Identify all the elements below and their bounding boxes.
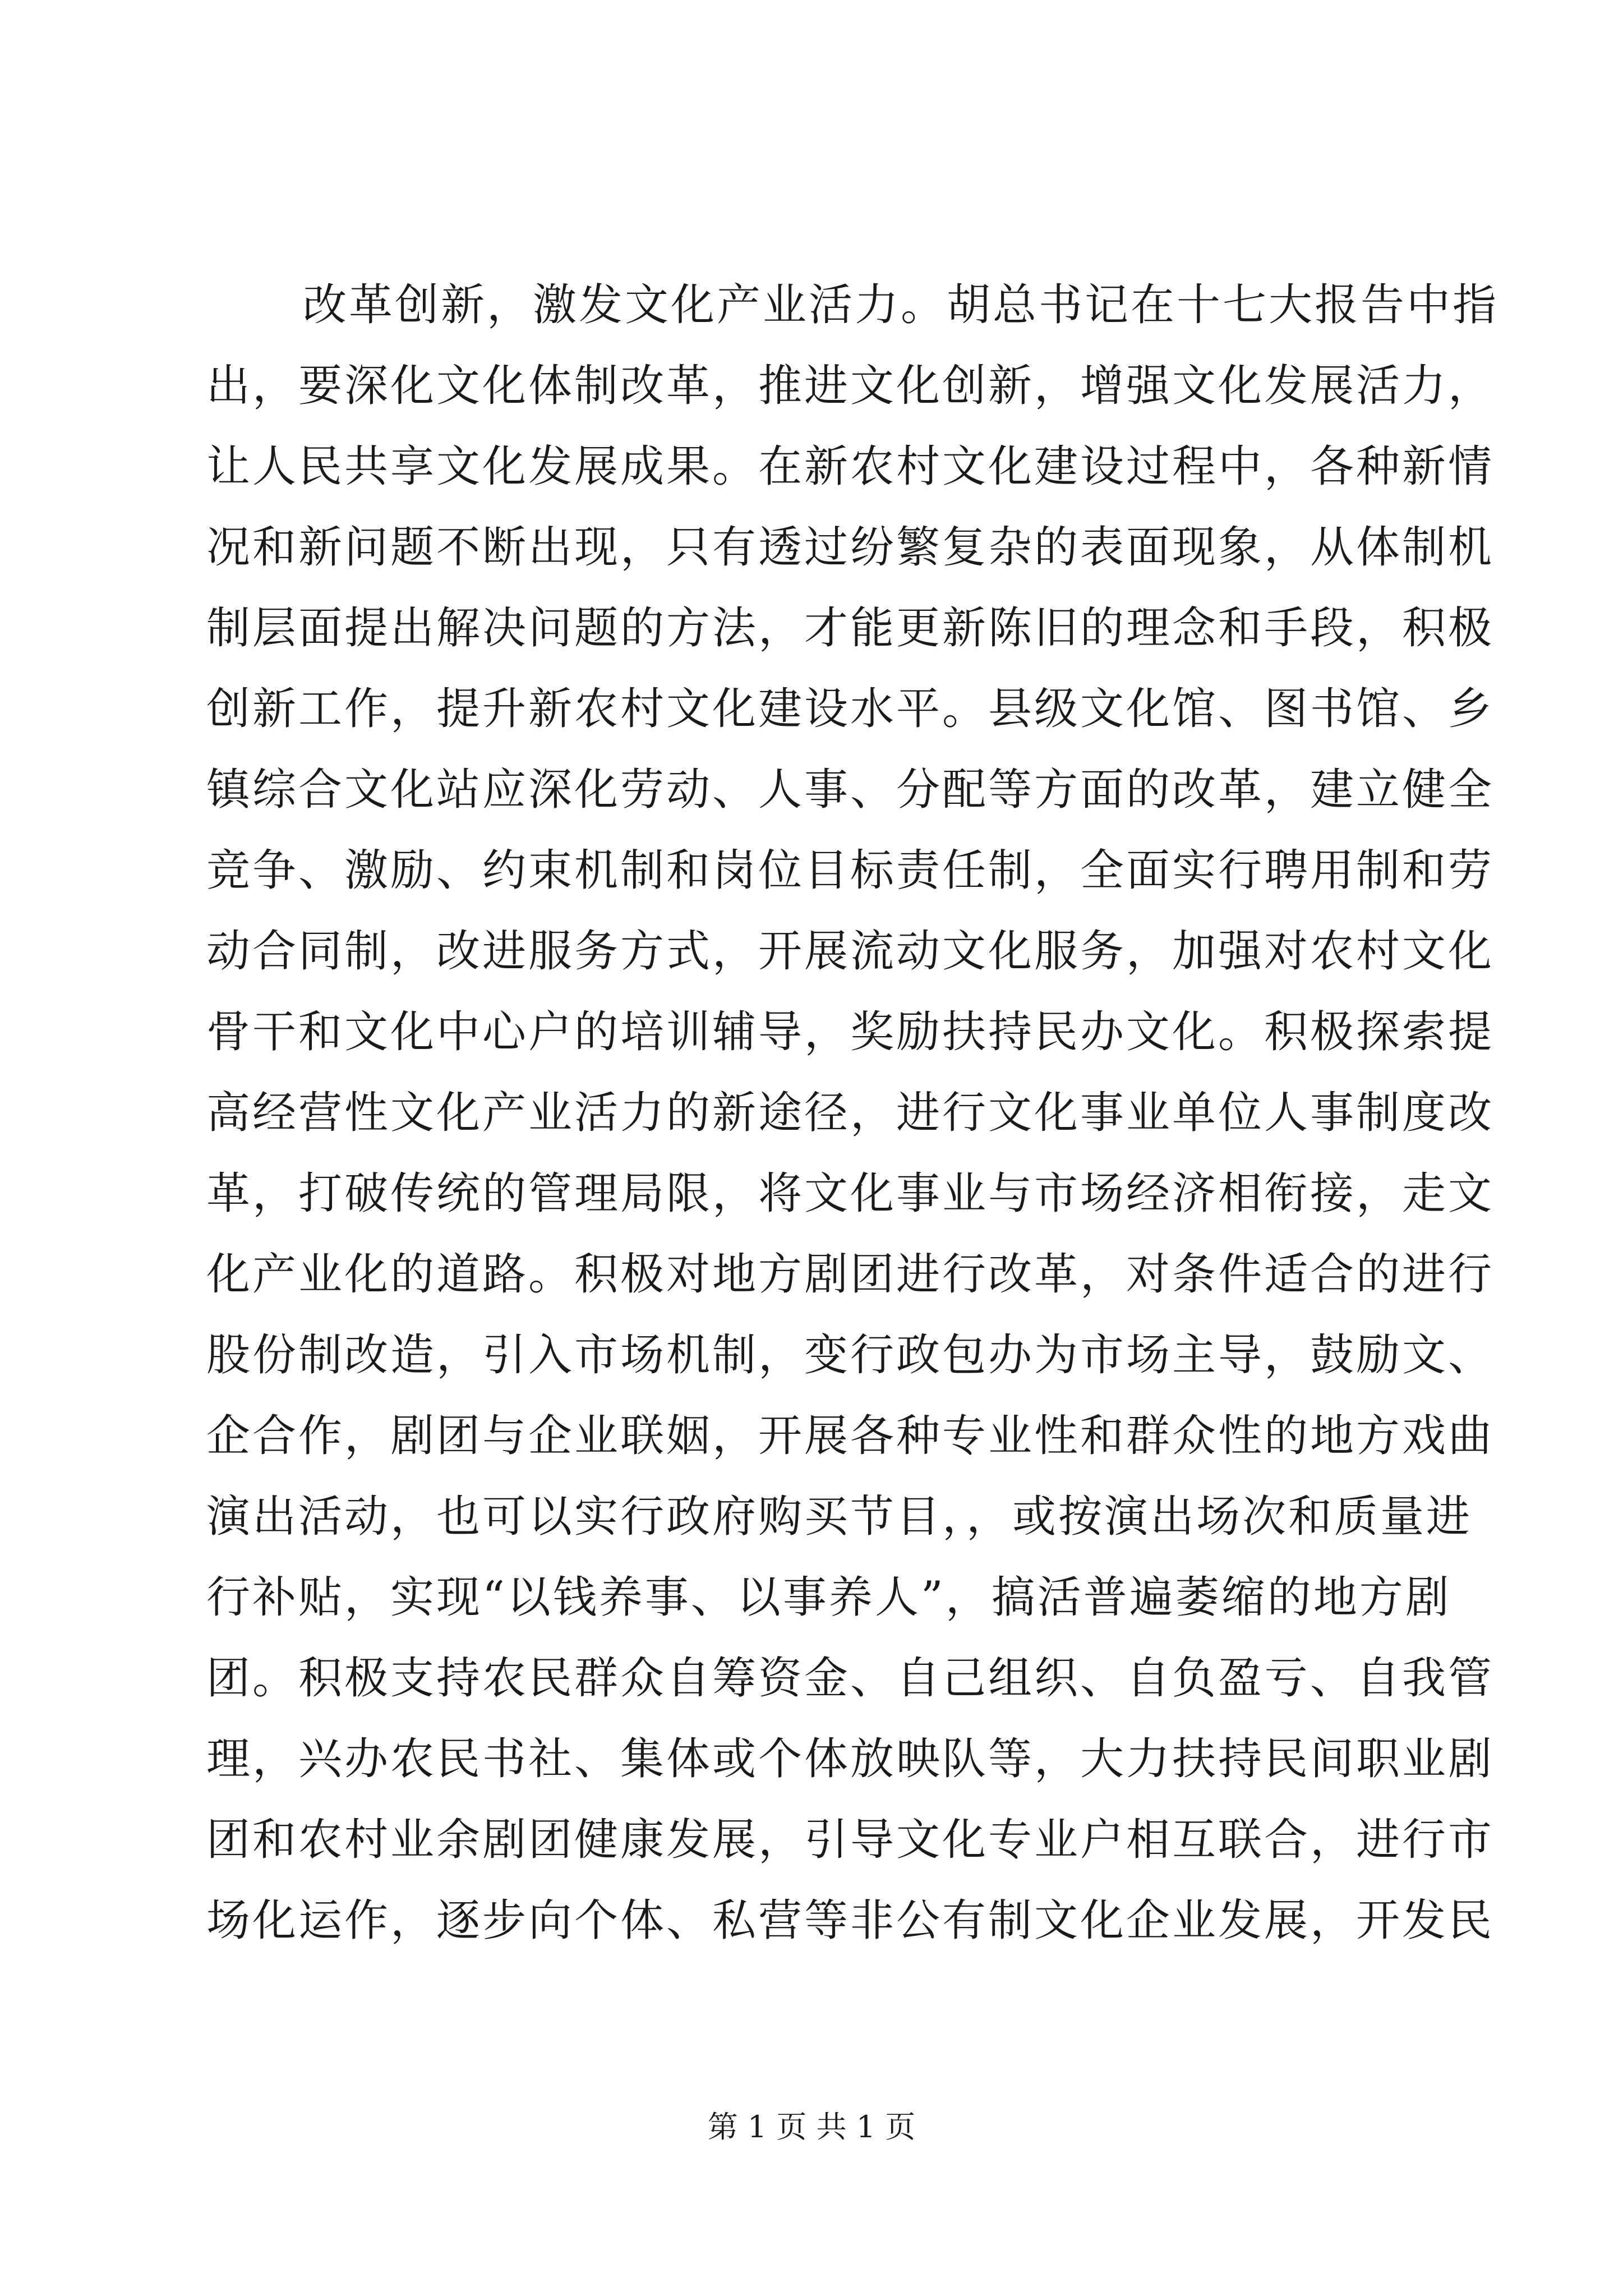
paragraph-line: 革，打破传统的管理局限，将文化事业与市场经济相衔接，走文 [206, 1168, 1495, 1219]
paragraph-line: 动合同制，改进服务方式，开展流动文化服务，加强对农村文化 [206, 926, 1495, 977]
paragraph-line: 演出活动，也可以实行政府购买节目，，或按演出场次和质量进 [206, 1492, 1473, 1542]
paragraph-line: 改革创新，激发文化产业活力。胡总书记在十七大报告中指 [303, 280, 1499, 330]
paragraph-line: 股份制改造，引入市场机制，变行政包办为市场主导，鼓励文、 [206, 1330, 1495, 1381]
paragraph-line: 理，兴办农民书社、集体或个体放映队等，大力扶持民间职业剧 [206, 1734, 1495, 1784]
paragraph-line: 行补贴，实现“以钱养事、以事养人”，搞活普遍萎缩的地方剧 [206, 1572, 1451, 1623]
paragraph-line: 团。积极支持农民群众自筹资金、自己组织、自负盈亏、自我管 [206, 1653, 1495, 1704]
paragraph-line: 出，要深化文化体制改革，推进文化创新，增强文化发展活力， [206, 361, 1495, 411]
body-paragraph [206, 265, 1499, 1961]
paragraph-line: 让人民共享文化发展成果。在新农村文化建设过程中，各种新情 [206, 441, 1495, 492]
paragraph-line: 况和新问题不断出现，只有透过纷繁复杂的表面现象，从体制机 [206, 522, 1495, 573]
paragraph-line: 竞争、激励、约束机制和岗位目标责任制，全面实行聘用制和劳 [206, 845, 1495, 896]
page-number-footer: 第 1 页 共 1 页 [707, 2109, 916, 2145]
paragraph-line: 场化运作，逐步向个体、私营等非公有制文化企业发展，开发民 [206, 1895, 1495, 1946]
paragraph-line: 制层面提出解决问题的方法，才能更新陈旧的理念和手段，积极 [206, 603, 1495, 654]
paragraph-line: 骨干和文化中心户的培训辅导，奖励扶持民办文化。积极探索提 [206, 1007, 1495, 1057]
paragraph-line: 化产业化的道路。积极对地方剧团进行改革，对条件适合的进行 [206, 1249, 1495, 1300]
paragraph-line: 团和农村业余剧团健康发展，引导文化专业户相互联合，进行市 [206, 1815, 1495, 1865]
paragraph-line: 镇综合文化站应深化劳动、人事、分配等方面的改革，建立健全 [206, 765, 1495, 815]
paragraph-line: 创新工作，提升新农村文化建设水平。县级文化馆、图书馆、乡 [206, 684, 1495, 734]
paragraph-line: 高经营性文化产业活力的新途径，进行文化事业单位人事制度改 [206, 1088, 1495, 1138]
paragraph-line: 企合作，剧团与企业联姻，开展各种专业性和群众性的地方戏曲 [206, 1411, 1495, 1461]
